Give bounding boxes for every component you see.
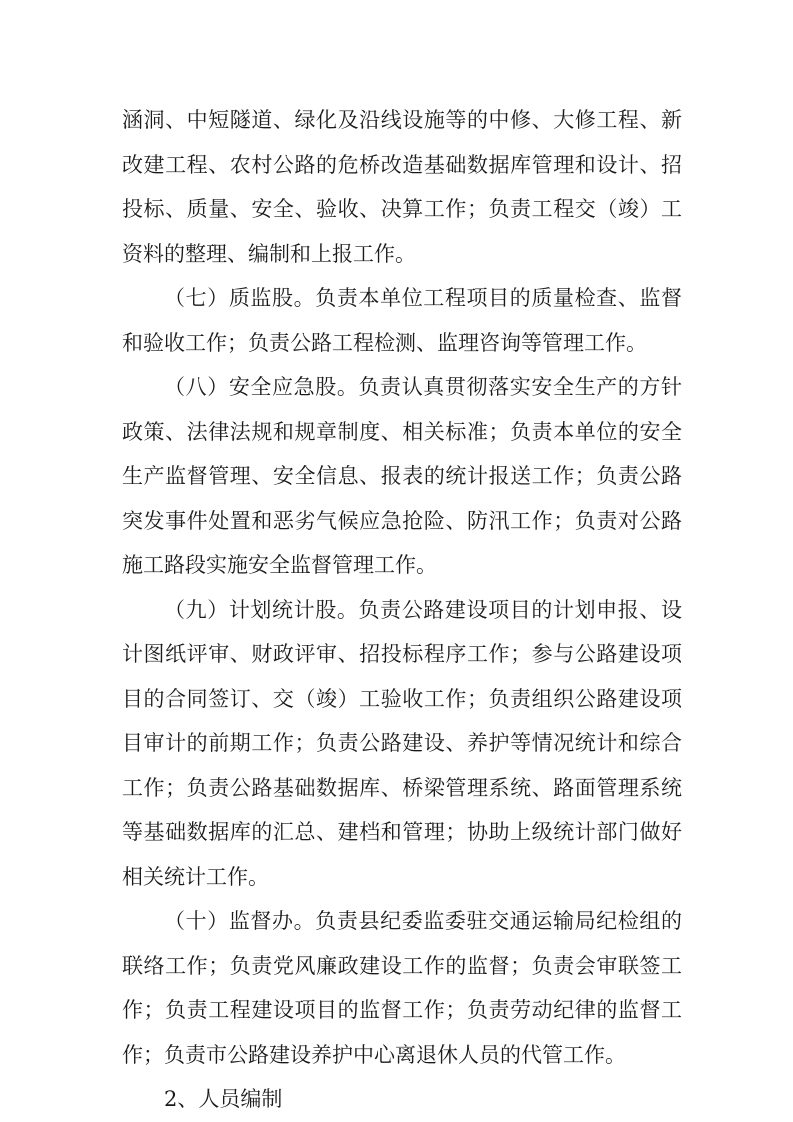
paragraph-continuation: 涵洞、中短隧道、绿化及沿线设施等的中修、大修工程、新改建工程、农村公路的危桥改造基础数据库管理和设计、招投标、质量、安全、验收、决算工作；负责工程交（竣）工资料的整理、编制和上报工作。: [122, 108, 682, 266]
paragraph-safety-emergency: （八）安全应急股。负责认真贯彻落实安全生产的方针政策、法律法规和规章制度、相关标准；负责本单位的安全生产监督管理、安全信息、报表的统计报送工作；负责公路突发事件处置和恶劣气候应急抢险、防汛工作；负责对公路施工路段实施安全监督管理工作。: [122, 375, 682, 577]
paragraph-supervision-office: （十）监督办。负责县纪委监委驻交通运输局纪检组的联络工作；负责党风廉政建设工作的监督；负责会审联签工作；负责工程建设项目的监督工作；负责劳动纪律的监督工作；负责市公路建设养护中心离退休人员的代管工作。: [122, 909, 682, 1067]
paragraph-planning-statistics: （九）计划统计股。负责公路建设项目的计划申报、设计图纸评审、财政评审、招投标程序工作；参与公路建设项目的合同签订、交（竣）工验收工作；负责组织公路建设项目审计的前期工作；负责公路建设、养护等情况统计和综合工作；负责公路基础数据库、桥梁管理系统、路面管理系统等基础数据库的汇总、建档和管理；协助上级统计部门做好相关统计工作。: [122, 597, 682, 889]
section-heading: 2、人员编制: [164, 1087, 283, 1111]
document-body: [122, 98, 682, 1122]
paragraph-quality-supervision: （七）质监股。负责本单位工程项目的质量检查、监督和验收工作；负责公路工程检测、监理咨询等管理工作。: [122, 286, 682, 355]
